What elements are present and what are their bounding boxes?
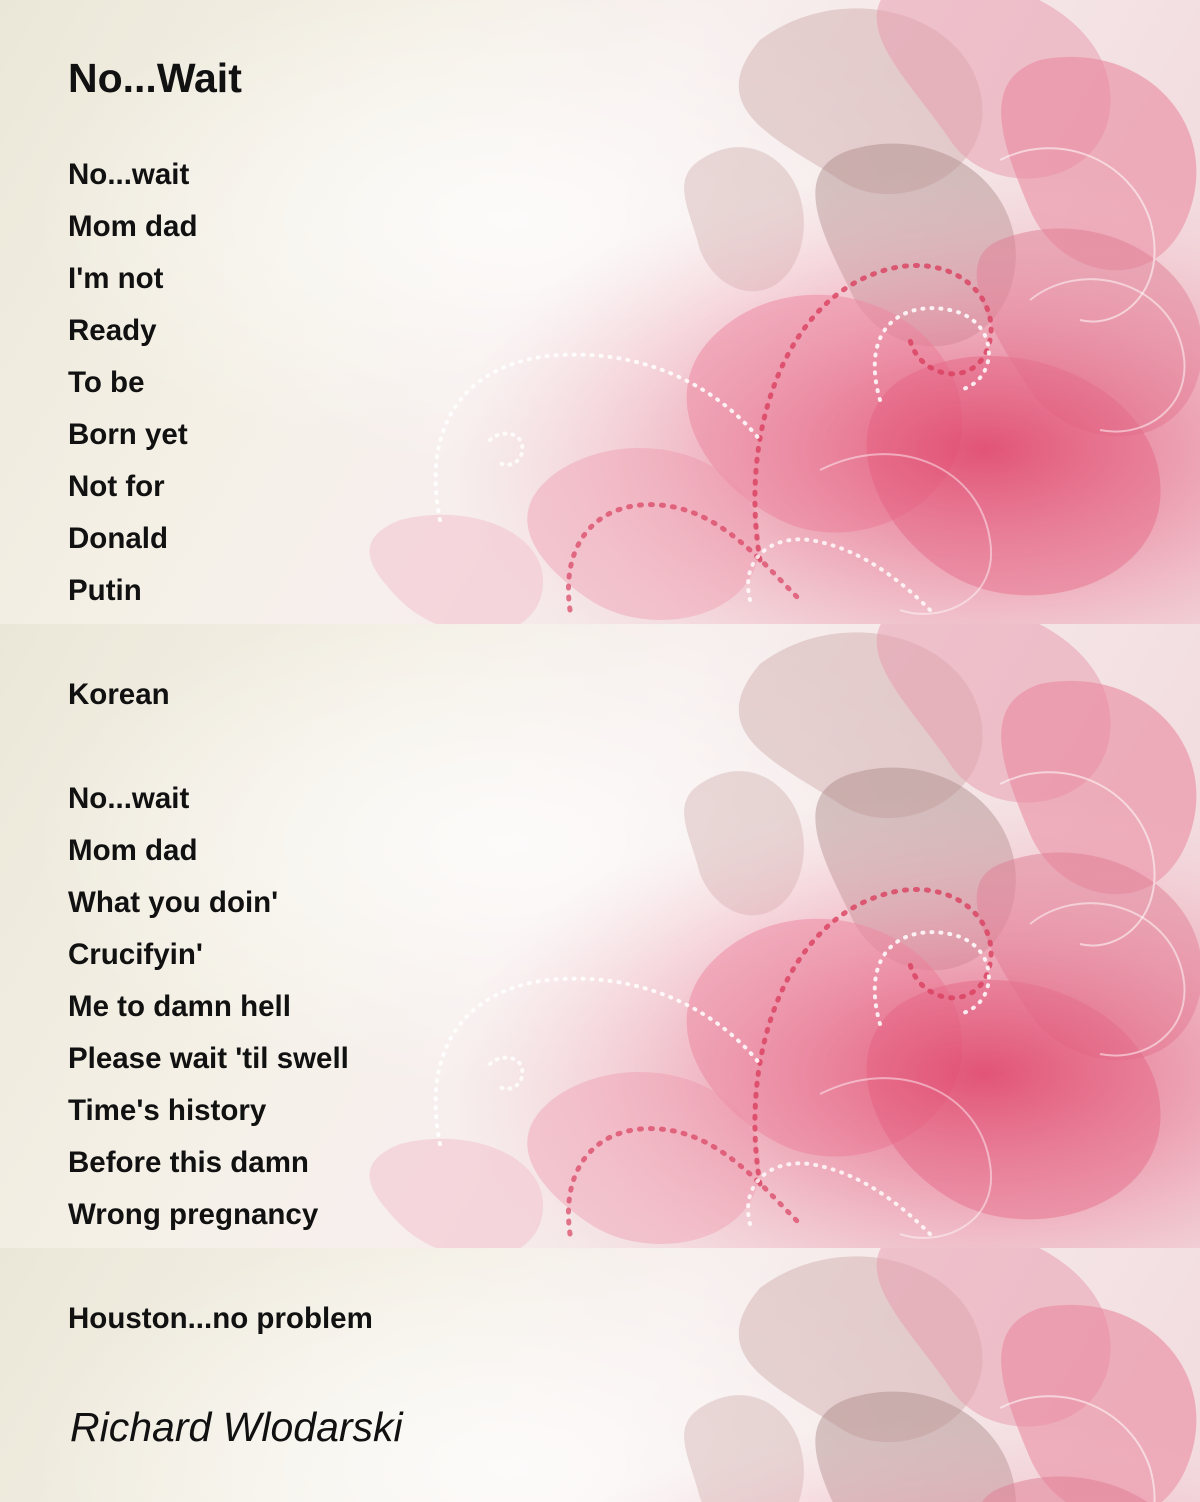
poem-line: Putin: [68, 574, 142, 607]
poem-title: No...Wait: [68, 55, 242, 101]
poem-line: Born yet: [68, 418, 188, 451]
poem-line: Mom dad: [68, 210, 198, 243]
poem-author: Richard Wlodarski: [70, 1404, 403, 1450]
poem-line: No...wait: [68, 158, 190, 191]
poem-line: Mom dad: [68, 834, 198, 867]
poem-line: What you doin': [68, 886, 279, 919]
poem-line: Donald: [68, 522, 168, 555]
poem: [68, 0, 968, 1502]
poem-line: Crucifyin': [68, 938, 203, 971]
poem-line: Wrong pregnancy: [68, 1198, 319, 1231]
poem-line: To be: [68, 366, 145, 399]
poem-line: Ready: [68, 314, 157, 347]
poem-line: Time's history: [68, 1094, 267, 1127]
poem-line: Houston...no problem: [68, 1302, 373, 1335]
poem-line: No...wait: [68, 782, 190, 815]
poem-line: Korean: [68, 678, 170, 711]
poem-line: Before this damn: [68, 1146, 309, 1179]
poem-line: Me to damn hell: [68, 990, 291, 1023]
poem-line: I'm not: [68, 262, 164, 295]
poem-line: Not for: [68, 470, 165, 503]
poem-line: Please wait 'til swell: [68, 1042, 349, 1075]
